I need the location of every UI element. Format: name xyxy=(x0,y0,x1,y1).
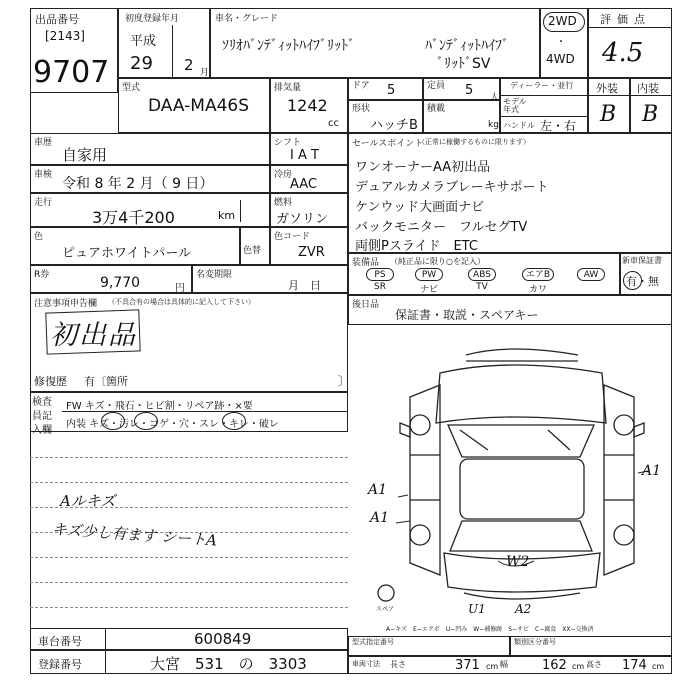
drive-2wd: 2WD xyxy=(548,14,577,28)
history: 自家用 xyxy=(62,146,108,164)
length-label: 長さ xyxy=(390,660,406,669)
mark-a1-right: A1 xyxy=(642,463,662,479)
equip-code-airbag: エアB xyxy=(522,268,554,281)
color: ピュアホワイトパール xyxy=(62,246,192,261)
length: 371 xyxy=(455,658,480,673)
capacity-label: 定員 xyxy=(427,81,446,91)
shift-label: シフト xyxy=(274,138,302,148)
interior: B xyxy=(642,102,659,127)
disp: 1242 xyxy=(287,96,328,115)
repair-close: 〕 xyxy=(338,374,351,388)
ac-label: 冷房 xyxy=(274,170,293,180)
door-label: ドア xyxy=(352,81,370,91)
color-label: 色 xyxy=(34,232,44,242)
equip-sub: （純正品に限り○を記入） xyxy=(390,257,485,266)
exterior-label: 外装 xyxy=(596,82,618,95)
notes-stamp: 初出品 xyxy=(50,320,137,351)
equip-name-tv: TV xyxy=(476,282,488,292)
spare-label: スペア xyxy=(376,606,395,613)
load-label: 積載 xyxy=(427,104,446,114)
name-change-label: 名変期限 xyxy=(196,270,233,280)
handwritten-note-1: Aルキズ xyxy=(60,492,116,510)
equip-name-leather: カワ xyxy=(528,285,547,295)
inspection-label: 車検 xyxy=(34,170,53,180)
notes-sub: （不具合有の場合は具体的に記入して下さい） xyxy=(108,298,255,306)
length-unit: cm xyxy=(486,662,499,671)
mileage: 3万4千200 xyxy=(92,208,175,227)
doors: 5 xyxy=(387,83,396,98)
era: 平成 xyxy=(130,34,157,49)
equip-code-ps: PS xyxy=(366,268,394,281)
plate-label: 登録番号 xyxy=(38,658,82,671)
reg-month-unit: 月 xyxy=(200,68,210,78)
load-unit: kg xyxy=(488,120,499,130)
height-unit: cm xyxy=(652,662,665,671)
drive-dot: ・ xyxy=(556,37,566,48)
drive-4wd: 4WD xyxy=(546,52,575,66)
plate: 大宮 531 の 3303 xyxy=(150,655,307,673)
inspector-row2: 内装 キズ・汚レ・コゲ・穴・スレ・キレ・破レ xyxy=(66,419,279,430)
chassis: 600849 xyxy=(194,630,252,648)
color-change-label: 色替 xyxy=(243,246,262,256)
score: 4.5 xyxy=(602,38,644,68)
fuel-label: 燃料 xyxy=(274,198,293,208)
mark-a1-left-bottom: A1 xyxy=(370,510,390,526)
mark-u1: U1 xyxy=(468,602,486,616)
score-label: 評価点 xyxy=(600,13,651,26)
sales-point-3: ケンウッド大画面ナビ xyxy=(355,200,485,215)
recycle-unit: 円 xyxy=(175,283,185,294)
reg-year: 29 xyxy=(130,53,153,74)
width-label: 幅 xyxy=(500,660,508,669)
color-code-label: 色コード xyxy=(274,232,311,242)
grade-line1: ﾊﾞﾝﾃﾞｨｯﾄﾊｲﾌﾞ xyxy=(425,38,509,54)
height-label: 高さ xyxy=(586,660,602,669)
sales-label: セールスポイント xyxy=(352,139,424,149)
model-label: 型式 xyxy=(122,83,141,93)
equip-label: 装備品 xyxy=(352,258,380,268)
reg-month: 2 xyxy=(184,56,194,74)
width: 162 xyxy=(542,658,567,673)
handwritten-note-2: キズ少し有ます シートA xyxy=(51,520,218,550)
model-year-label: モデル年式 xyxy=(503,97,527,114)
new-car-label: 新車保証書 xyxy=(622,256,662,265)
type-no-label: 型式指定番号 xyxy=(352,638,394,646)
sales-point-4: バックモニター フルセグTV xyxy=(355,220,528,235)
inspector-row1: FW キズ・飛石・ヒビ割・リペア跡・×要 xyxy=(66,401,253,412)
mileage-label: 走行 xyxy=(34,198,53,208)
mark-a2: A2 xyxy=(515,602,532,616)
shift: I A T xyxy=(290,148,319,163)
width-unit: cm xyxy=(572,662,585,671)
lot-number: 9707 xyxy=(33,55,110,90)
equip-code-abs: ABS xyxy=(468,268,496,281)
color-code: ZVR xyxy=(298,245,325,260)
recycle-label: R券 xyxy=(34,270,50,280)
ac: AAC xyxy=(290,177,317,192)
sales-point-5: 両側Pスライド ETC xyxy=(355,239,478,254)
lot-label: 出品番号 xyxy=(35,13,79,26)
first-reg-label: 初度登録年月 xyxy=(125,14,180,24)
disp-label: 排気量 xyxy=(274,83,302,93)
repair-value: 有〔箇所 xyxy=(84,375,128,388)
inspector-label: 検査員記入欄 xyxy=(32,397,52,436)
sales-point-2: デュアルカメラブレーキサポート xyxy=(355,180,549,195)
accessories-label: 後日品 xyxy=(352,300,380,310)
inspection: 令和 8 年 2 月（ 9 日） xyxy=(62,176,214,192)
lot-code: [2143] xyxy=(45,29,85,43)
model: DAA-MA46S xyxy=(148,96,250,116)
fuel: ガソリン xyxy=(276,212,329,227)
damage-legend: A−キズ E−エクボ U−凹み W−補修跡 S−サビ C−腐食 XX−交換済 xyxy=(386,626,594,633)
accessories: 保証書・取説・スペアキー xyxy=(395,308,539,322)
handle-label: ハンドル xyxy=(503,121,535,130)
exterior: B xyxy=(600,102,617,127)
handle: 左・右 xyxy=(540,119,577,133)
height: 174 xyxy=(622,658,647,673)
mark-a1-left-top: A1 xyxy=(368,482,388,498)
history-label: 車歴 xyxy=(34,138,53,148)
shape-label: 形状 xyxy=(352,104,371,114)
car-name: ｿﾘｵﾊﾞﾝﾃﾞｨｯﾄﾊｲﾌﾞﾘｯﾄﾞ xyxy=(222,38,355,54)
equip-name-sr: SR xyxy=(374,282,386,292)
sales-point-1: ワンオーナーAA初出品 xyxy=(355,160,491,175)
capacity: 5 xyxy=(465,83,474,98)
car-name-label: 車名・グレード xyxy=(215,14,279,24)
capacity-unit: 人 xyxy=(490,93,500,103)
new-car-value: 有・無 xyxy=(626,275,659,288)
repair-label: 修復歴 xyxy=(34,375,67,388)
sales-sub: （正常に稼働するものに限ります） xyxy=(418,138,530,146)
chassis-label: 車台番号 xyxy=(38,635,82,648)
notes-label: 注意事項申告欄 xyxy=(34,299,98,309)
interior-label: 内装 xyxy=(637,82,659,95)
mark-w2: W2 xyxy=(506,554,530,570)
class-label: 類別区分番号 xyxy=(514,638,556,646)
shape: ハッチB xyxy=(370,118,418,133)
recycle: 9,770 xyxy=(100,275,141,291)
mileage-unit: km xyxy=(218,209,236,222)
equip-code-aw: AW xyxy=(577,268,605,281)
car-diagram xyxy=(348,325,672,615)
dealer-label: ディーラー・並行 xyxy=(510,81,574,90)
vehicle-dim-label: 車両寸法 xyxy=(352,660,380,668)
equip-code-pw: PW xyxy=(415,268,443,281)
disp-unit: cc xyxy=(328,118,339,129)
grade-line2: ﾞﾘｯﾄﾞSV xyxy=(437,56,491,72)
name-change-unit: 月 日 xyxy=(288,279,321,292)
equip-name-navi: ナビ xyxy=(419,285,438,295)
